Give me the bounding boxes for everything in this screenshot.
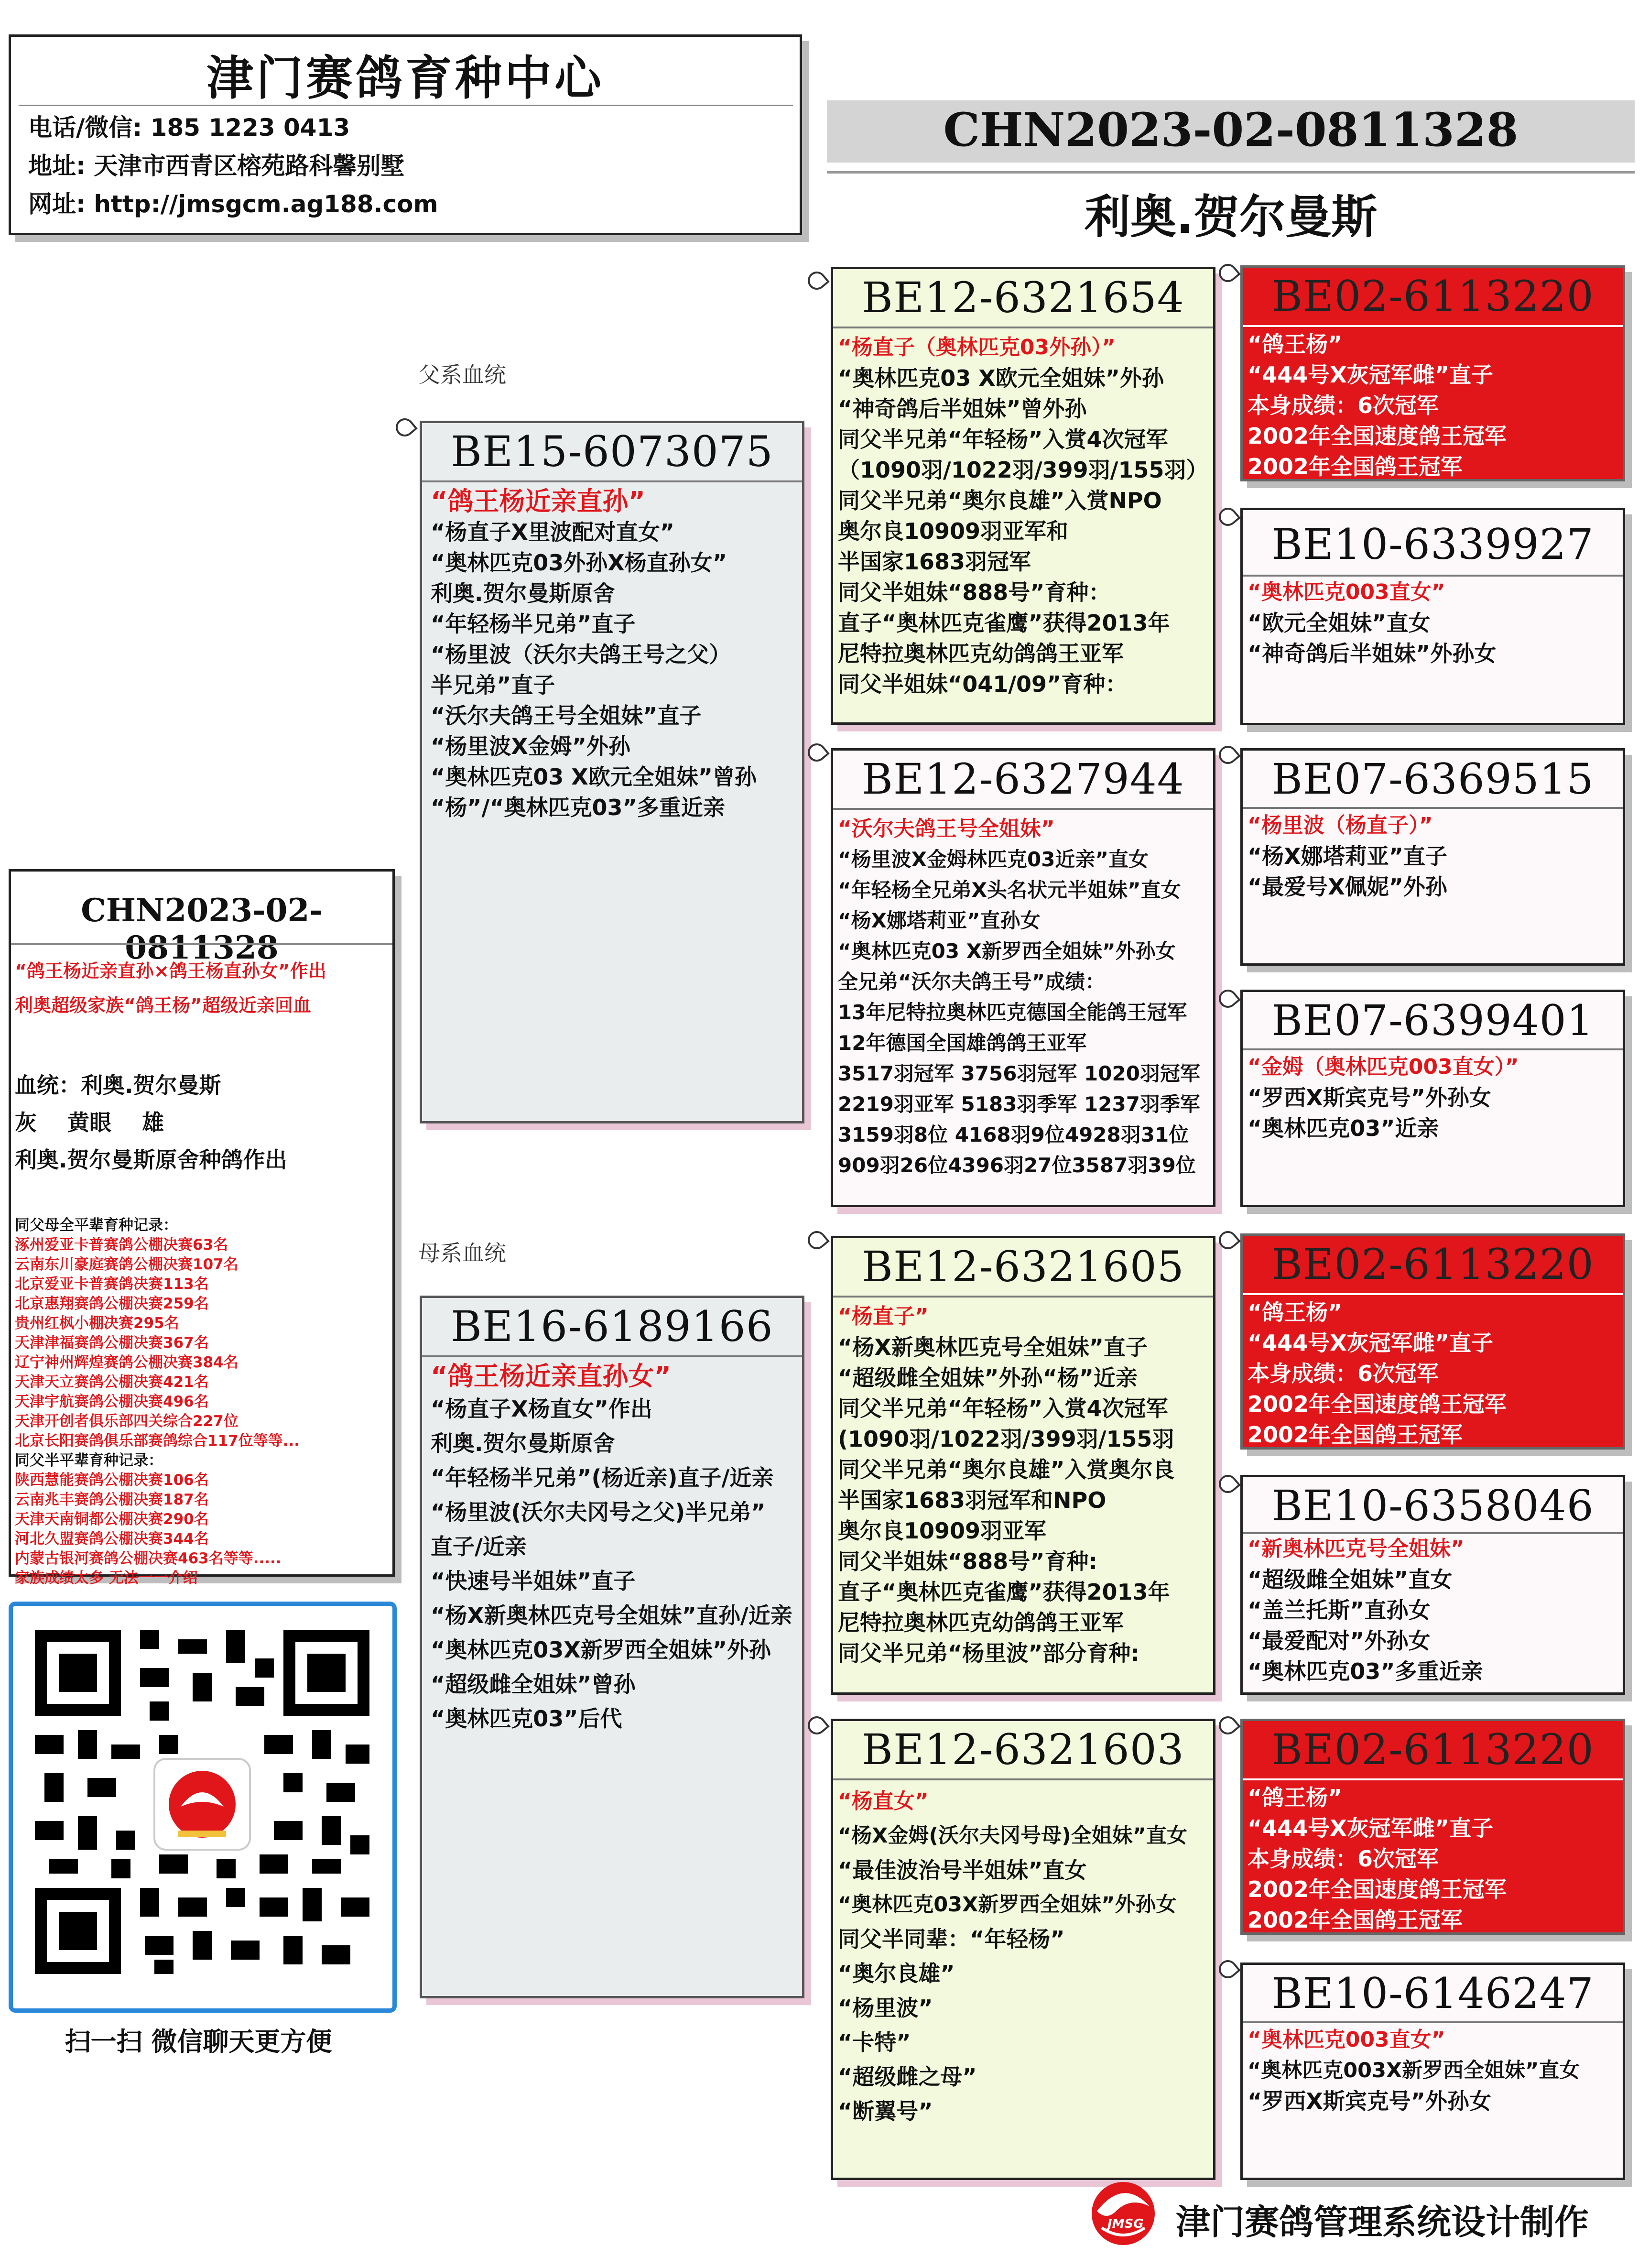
sd-title: “沃尔夫鸽王号全姐妹” xyxy=(838,817,1055,841)
sd-line: 2219羽亚军 5183羽季军 1237羽季军 xyxy=(838,1092,1200,1116)
dd-line: 同父半同辈：“年轻杨” xyxy=(838,1926,1065,1952)
sire-line: “杨里波（沃尔夫鸽王号之父） xyxy=(431,642,731,667)
record-line: 河北久盟赛鸽公棚决赛344名 xyxy=(15,1530,209,1548)
ds-line: 半国家1683羽冠军和NPO xyxy=(838,1487,1107,1513)
dd-line: “奥林匹克03X新罗西全姐妹”外孙女 xyxy=(838,1893,1177,1917)
ddd-ring: BE10-6146247 xyxy=(1271,1969,1594,2018)
sd-line: 909羽26位4396羽27位3587羽39位 xyxy=(838,1154,1196,1177)
subject-info: 灰 黄眼 雄 xyxy=(15,1110,164,1135)
sire-box[interactable] xyxy=(420,421,804,1123)
ddd-box[interactable] xyxy=(1240,1963,1625,2180)
sire-line: “沃尔夫鸽王号全姐妹”直子 xyxy=(431,703,702,729)
sd-line: 全兄弟“沃尔夫鸽王号”成绩： xyxy=(838,970,1106,993)
connector-arrow-icon xyxy=(1215,260,1241,286)
phone: 电话/微信: 185 1223 0413 xyxy=(28,114,350,142)
ddd-line: “奥林匹克003X新罗西全姐妹”直女 xyxy=(1248,2059,1580,2083)
subject-red-line: “鸽王杨近亲直孙×鸽王杨直孙女”作出 xyxy=(15,960,326,981)
ds-line: 奥尔良10909羽亚军 xyxy=(838,1518,1047,1544)
dam-line: “奥林匹克03X新罗西全姐妹”外孙 xyxy=(431,1637,771,1663)
connector-arrow-icon xyxy=(1215,1956,1241,1982)
sire-title: “鸽王杨近亲直孙” xyxy=(431,486,645,516)
connector-arrow-icon xyxy=(392,414,418,440)
dsd-line: “盖兰托斯”直孙女 xyxy=(1248,1597,1431,1623)
ds-line: “超级雌全姐妹”外孙“杨”近亲 xyxy=(838,1365,1138,1391)
ss-line: 半国家1683羽冠军 xyxy=(838,549,1031,575)
king-ring: BE02-6113220 xyxy=(1271,1725,1594,1774)
subject-info: 利奥.贺尔曼斯原舍种鸽作出 xyxy=(15,1147,287,1173)
ss-line: 同父半兄弟“年轻杨”入赏4次冠军 xyxy=(838,426,1168,452)
subject-ring: CHN2023-02-0811328 xyxy=(81,892,323,966)
dam-line: “杨里波(沃尔夫冈号之父)半兄弟” xyxy=(431,1499,766,1525)
ss-ring: BE12-6321654 xyxy=(862,273,1184,322)
dd-line: “杨里波” xyxy=(838,1995,933,2021)
record-line: 北京爱亚卡普赛鸽决赛113名 xyxy=(15,1276,209,1293)
qr-code[interactable] xyxy=(35,1630,369,1974)
king-line: 本身成绩：6次冠军 xyxy=(1248,1846,1439,1872)
qr-frame xyxy=(9,1602,397,2013)
sire-line: 利奥.贺尔曼斯原舍 xyxy=(431,580,615,606)
ssd-line: “神奇鸽后半姐妹”外孙女 xyxy=(1248,641,1497,666)
dam-line: 利奥.贺尔曼斯原舍 xyxy=(431,1430,615,1456)
ss-line: “神奇鸽后半姐妹”曾外孙 xyxy=(838,396,1087,422)
king-line: “444号X灰冠军雌”直子 xyxy=(1248,1815,1493,1841)
center-name: 津门赛鸽育种中心 xyxy=(206,51,604,106)
connector-arrow-icon xyxy=(1215,1227,1241,1253)
sire-line: “杨”/“奥林匹克03”多重近亲 xyxy=(431,795,725,820)
dsd-line: “超级雌全姐妹”直女 xyxy=(1248,1567,1453,1592)
record-line: 天津天立赛鸽公棚决赛421名 xyxy=(15,1374,209,1391)
ss-line: 直子“奥林匹克雀鹰”获得2013年 xyxy=(838,610,1170,636)
sd-box[interactable] xyxy=(831,748,1215,1207)
dd-line: “杨X金姆(沃尔夫冈号母)全姐妹”直女 xyxy=(838,1824,1187,1848)
dam-line: “超级雌全姐妹”曾孙 xyxy=(431,1671,636,1697)
sd-ring: BE12-6327944 xyxy=(862,754,1184,804)
record-line: 内蒙古银河赛鸽公棚决赛463名等等..... xyxy=(15,1550,282,1567)
ds-line: 尼特拉奥林匹克幼鸽鸽王亚军 xyxy=(838,1610,1124,1636)
ds-line: (1090羽/1022羽/399羽/155羽 xyxy=(838,1426,1174,1452)
king-line: 2002年全国速度鸽王冠军 xyxy=(1248,1391,1507,1417)
king-line: 2002年全国鸽王冠军 xyxy=(1248,1422,1463,1448)
ss-line: 同父半姐妹“888号”育种： xyxy=(838,579,1111,605)
website[interactable]: 网址: http://jmsgcm.ag188.com xyxy=(28,190,438,218)
dam-line: 直子/近亲 xyxy=(431,1534,527,1559)
sdd-box[interactable] xyxy=(1240,990,1625,1207)
sd-line: 12年德国全国雄鸽鸽王亚军 xyxy=(838,1031,1087,1055)
ds-line: 同父半姐妹“888号”育种: xyxy=(838,1548,1097,1574)
sd-line: “年轻杨全兄弟X头名状元半姐妹”直女 xyxy=(838,878,1181,902)
king-line: 2002年全国速度鸽王冠军 xyxy=(1248,1876,1507,1902)
record-line: 天津津福赛鸽公棚决赛367名 xyxy=(15,1334,209,1352)
ssd-box[interactable] xyxy=(1240,508,1625,725)
dsd-line: “最爱配对”外孙女 xyxy=(1248,1628,1431,1654)
record-line: 天津开创者俱乐部四关综合227位 xyxy=(15,1413,239,1430)
record-line: 云南东川豪庭赛鸽公棚决赛107名 xyxy=(15,1256,239,1273)
record-line: 天津天南铜都公棚决赛290名 xyxy=(15,1511,209,1528)
dd-title: “杨直女” xyxy=(838,1789,929,1813)
qr-caption: 扫一扫 微信聊天更方便 xyxy=(65,2027,332,2057)
sdd-line: “奥林匹克03”近亲 xyxy=(1248,1115,1439,1141)
ddd-line: “罗西X斯宾克号”外孙女 xyxy=(1248,2088,1491,2114)
ssd-line: “欧元全姐妹”直女 xyxy=(1248,610,1431,636)
pigeon-logo-icon xyxy=(1083,2178,1164,2249)
record-line: 涿州爱亚卡普赛鸽公棚决赛63名 xyxy=(15,1236,228,1254)
record-line: 陕西慧能赛鸽公棚决赛106名 xyxy=(15,1472,209,1489)
dd-box[interactable] xyxy=(831,1719,1215,2180)
ds-line: 同父半兄弟“年轻杨”入赏4次冠军 xyxy=(838,1396,1168,1421)
address: 地址: 天津市西青区榕苑路科馨别墅 xyxy=(28,152,405,180)
king-line: 2002年全国鸽王冠军 xyxy=(1248,1907,1463,1933)
sdd-line: “罗西X斯宾克号”外孙女 xyxy=(1248,1085,1491,1111)
king-box-2[interactable] xyxy=(1240,1233,1625,1450)
king-ring: BE02-6113220 xyxy=(1271,272,1594,321)
subject-red-line: 利奥超级家族“鸽王杨”超级近亲回血 xyxy=(15,995,311,1016)
sd-line: 3517羽冠军 3756羽冠军 1020羽冠军 xyxy=(838,1062,1200,1085)
sire-line: 半兄弟”直子 xyxy=(431,672,555,698)
subject-box xyxy=(9,869,395,1587)
connector-arrow-icon xyxy=(804,740,830,765)
ss-box[interactable] xyxy=(831,267,1215,725)
king-line: “鸽王杨” xyxy=(1248,331,1343,357)
king-line: 2002年全国鸽王冠军 xyxy=(1248,454,1463,480)
record1-title: 同父母全平辈育种记录： xyxy=(15,1217,178,1234)
subject-info: 血统：利奥.贺尔曼斯 xyxy=(15,1072,221,1098)
ds-title: “杨直子” xyxy=(838,1304,929,1329)
sd-line: 3159羽8位 4168羽9位4928羽31位 xyxy=(838,1123,1189,1146)
ds-ring: BE12-6321605 xyxy=(862,1242,1184,1291)
sire-line-label: 父系血统 xyxy=(418,362,506,388)
sire-line: “奥林匹克03外孙X杨直孙女” xyxy=(431,550,727,576)
sd-line: 13年尼特拉奥林匹克德国全能鸽王冠军 xyxy=(838,1001,1187,1024)
dd-line: “超级雌之母” xyxy=(838,2064,977,2090)
ss-title: “杨直子（奥林匹克03外孙）” xyxy=(838,335,1116,360)
record-line: 家族成绩太多 无法一一介绍 xyxy=(15,1570,198,1587)
ds-line: 同父半兄弟“杨里波”部分育种: xyxy=(838,1640,1139,1666)
sire-line: “杨直子X里波配对直女” xyxy=(431,519,674,545)
king-line: “鸽王杨” xyxy=(1248,1299,1343,1325)
king-line: “鸽王杨” xyxy=(1248,1785,1343,1810)
sdd-ring: BE07-6399401 xyxy=(1271,996,1594,1045)
sire-line: “奥林匹克03 X欧元全姐妹”曾孙 xyxy=(431,764,757,790)
dsd-title: “新奥林匹克号全姐妹” xyxy=(1248,1537,1465,1561)
top-breed: 利奥.贺尔曼斯 xyxy=(1084,190,1378,244)
footer-logo xyxy=(1083,2178,1164,2249)
dam-line: “杨X新奥林匹克号全姐妹”直孙/近亲 xyxy=(431,1603,792,1628)
record-line: 贵州红枫小棚决赛295名 xyxy=(15,1315,179,1332)
sds-ring: BE07-6369515 xyxy=(1271,754,1594,804)
connector-arrow-icon xyxy=(1215,742,1241,768)
ds-line: 同父半兄弟“奥尔良雄”入赏奥尔良 xyxy=(838,1457,1175,1483)
record-line: 北京长阳赛鸽俱乐部赛鸽综合117位等等... xyxy=(15,1432,300,1450)
king-box-1[interactable] xyxy=(1240,265,1625,481)
dam-ring: BE16-6189166 xyxy=(451,1302,773,1351)
top-ring: CHN2023-02-0811328 xyxy=(943,103,1519,157)
king-line: 本身成绩：6次冠军 xyxy=(1248,393,1439,418)
dam-line-label: 母系血统 xyxy=(418,1240,506,1266)
sds-box[interactable] xyxy=(1240,748,1625,966)
dam-line: “奥林匹克03”后代 xyxy=(431,1706,622,1732)
record-line: 云南兆丰赛鸽公棚决赛187名 xyxy=(15,1491,209,1508)
ssd-title: “奥林匹克003直女” xyxy=(1248,580,1445,604)
connector-arrow-icon xyxy=(804,1227,830,1253)
record-line: 辽宁神州辉煌赛鸽公棚决赛384名 xyxy=(15,1354,239,1371)
sire-line: “杨里波X金姆”外孙 xyxy=(431,733,630,759)
sd-line: “奥林匹克03 X新罗西全姐妹”外孙女 xyxy=(838,939,1176,963)
king-line: “444号X灰冠军雌”直子 xyxy=(1248,362,1493,388)
ss-line: 奥尔良10909羽亚军和 xyxy=(838,518,1069,544)
logo-text: JMSG xyxy=(1107,2217,1144,2231)
record-line: 北京惠翔赛鸽公棚决赛259名 xyxy=(15,1295,209,1312)
sds-line: “杨X娜塔莉亚”直子 xyxy=(1248,843,1447,869)
sdd-title: “金姆（奥林匹克003直女）” xyxy=(1248,1055,1519,1079)
dsd-ring: BE10-6358046 xyxy=(1271,1481,1594,1530)
dam-title: “鸽王杨近亲直孙女” xyxy=(431,1361,671,1391)
dam-line: “快速号半姐妹”直子 xyxy=(431,1568,636,1594)
ss-line: （1090羽/1022羽/399羽/155羽） xyxy=(838,457,1208,483)
ssd-ring: BE10-6339927 xyxy=(1271,520,1594,569)
sds-line: “最爱号X佩妮”外孙 xyxy=(1248,874,1447,900)
king-line: “444号X灰冠军雌”直子 xyxy=(1248,1330,1493,1356)
header-box xyxy=(9,34,802,235)
ss-line: 同父半兄弟“奥尔良雄”入赏NPO xyxy=(838,488,1162,513)
dsd-line: “奥林匹克03”多重近亲 xyxy=(1248,1658,1483,1684)
king-line: 本身成绩：6次冠军 xyxy=(1248,1361,1439,1386)
king-ring: BE02-6113220 xyxy=(1271,1240,1594,1289)
connector-arrow-icon xyxy=(1215,504,1241,530)
ddd-title: “奥林匹克003直女” xyxy=(1248,2028,1445,2052)
sire-line: “年轻杨半兄弟”直子 xyxy=(431,611,636,637)
dd-line: “卡特” xyxy=(838,2029,911,2055)
connector-arrow-icon xyxy=(1215,1712,1241,1738)
king-box-3[interactable] xyxy=(1240,1719,1625,1935)
ss-line: 尼特拉奥林匹克幼鸽鸽王亚军 xyxy=(838,641,1124,666)
ss-line: 同父半姐妹“041/09”育种： xyxy=(838,671,1128,697)
dam-box[interactable] xyxy=(420,1296,804,1998)
king-line: 2002年全国速度鸽王冠军 xyxy=(1248,423,1507,449)
dd-ring: BE12-6321603 xyxy=(862,1725,1184,1774)
connector-arrow-icon xyxy=(804,1712,830,1738)
connector-arrow-icon xyxy=(1215,986,1241,1012)
ds-box[interactable] xyxy=(831,1236,1215,1695)
sd-line: “杨X娜塔莉亚”直孙女 xyxy=(838,909,1041,932)
connector-arrow-icon xyxy=(804,268,830,294)
dd-line: “最佳波治号半姐妹”直女 xyxy=(838,1857,1087,1883)
record2-title: 同父半平辈育种记录： xyxy=(15,1452,163,1469)
dsd-box[interactable] xyxy=(1240,1475,1625,1695)
dam-line: “杨直子X杨直女”作出 xyxy=(431,1396,652,1422)
sire-ring: BE15-6073075 xyxy=(451,427,773,476)
record-line: 天津宇航赛鸽公棚决赛496名 xyxy=(15,1393,209,1410)
ss-line: “奥林匹克03 X欧元全姐妹”外孙 xyxy=(838,365,1164,391)
dd-line: “断翼号” xyxy=(838,2098,933,2124)
dam-line: “年轻杨半兄弟”(杨近亲)直子/近亲 xyxy=(431,1465,774,1491)
ds-line: “杨X新奥林匹克号全姐妹”直子 xyxy=(838,1334,1148,1360)
sds-title: “杨里波（杨直子）” xyxy=(1248,813,1433,838)
connector-arrow-icon xyxy=(1215,1471,1241,1497)
sd-line: “杨里波X金姆林匹克03近亲”直女 xyxy=(838,848,1149,871)
dd-line: “奥尔良雄” xyxy=(838,1961,955,1986)
ds-line: 直子“奥林匹克雀鹰”获得2013年 xyxy=(838,1579,1170,1605)
footer-credit: 津门赛鸽管理系统设计制作 xyxy=(1176,2202,1589,2242)
